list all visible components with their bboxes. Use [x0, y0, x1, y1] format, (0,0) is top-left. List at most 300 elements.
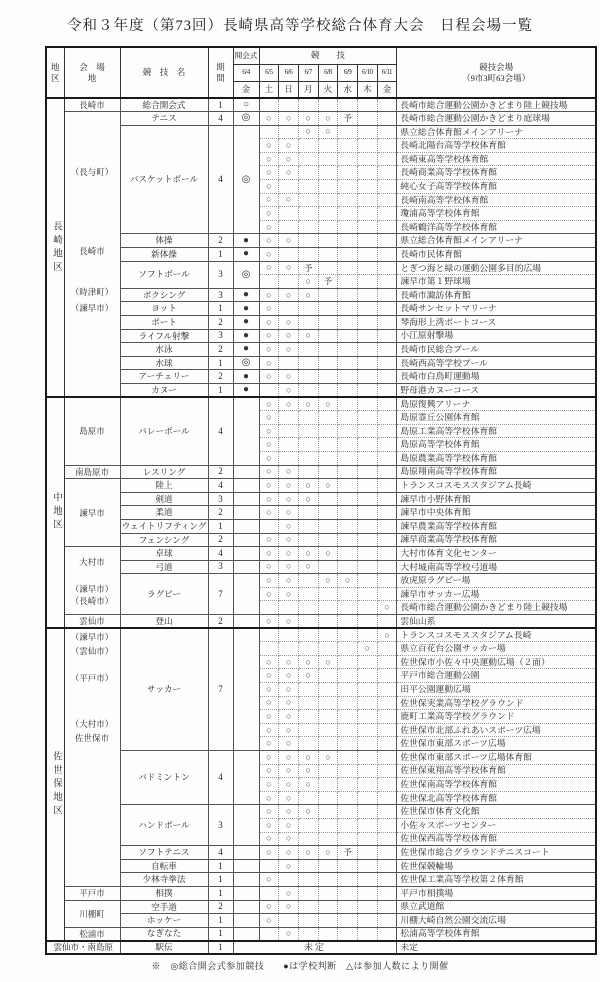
day-mark-cell: [338, 492, 358, 506]
venue-cell: 大村城南高等学校弓道場: [397, 560, 596, 574]
period-cell: 4: [208, 397, 233, 465]
city-label: 佐世保市: [74, 733, 109, 744]
day-mark-cell: [357, 764, 377, 778]
header-weekday: 金: [377, 81, 397, 98]
day-mark-cell: [298, 248, 318, 262]
venue-cell: 純心女子高等学校体育館: [397, 180, 596, 194]
day-mark-cell: ○: [259, 778, 279, 792]
city-label: （時津町）: [70, 287, 114, 298]
day-mark-cell: [298, 859, 318, 873]
venue-cell: 川棚大崎自然公園交流広場: [397, 914, 596, 928]
day-mark-cell: [318, 207, 338, 221]
day-mark-cell: [279, 302, 299, 316]
day-mark-cell: ○: [298, 275, 318, 289]
day-mark-cell: [318, 139, 338, 153]
day-mark-cell: [377, 438, 397, 452]
day-mark-cell: ○: [279, 166, 299, 180]
day-mark-cell: [318, 927, 338, 941]
day-mark-cell: [318, 383, 338, 397]
day-mark-cell: [338, 234, 358, 248]
day-mark-cell: [318, 193, 338, 207]
event-cell: レスリング: [120, 465, 208, 479]
day-mark-cell: [279, 275, 299, 289]
day-mark-cell: [338, 805, 358, 819]
day-mark-cell: [338, 886, 358, 900]
day-mark-cell: [338, 778, 358, 792]
period-cell: 4: [208, 112, 233, 126]
day-mark-cell: 予: [298, 261, 318, 275]
day-mark-cell: ○: [298, 125, 318, 139]
day-mark-cell: [298, 791, 318, 805]
day-mark-cell: [357, 859, 377, 873]
day-mark-cell: [377, 261, 397, 275]
day-mark-cell: ○: [357, 642, 377, 656]
day-mark-cell: [338, 533, 358, 547]
opening-mark-cell: ◎: [233, 112, 259, 126]
day-mark-cell: [338, 832, 358, 846]
day-mark-cell: [377, 492, 397, 506]
day-mark-cell: ○: [259, 397, 279, 411]
day-mark-cell: ○: [259, 914, 279, 928]
day-mark-cell: [357, 669, 377, 683]
opening-mark-cell: [233, 873, 259, 887]
day-mark-cell: [357, 302, 377, 316]
period-cell: 2: [208, 316, 233, 330]
day-mark-cell: [377, 723, 397, 737]
header-weekday: 日: [279, 81, 299, 98]
day-mark-cell: [377, 547, 397, 561]
day-mark-cell: [377, 859, 397, 873]
period-cell: 7: [208, 574, 233, 615]
day-mark-cell: ○: [259, 180, 279, 194]
day-mark-cell: ○: [318, 397, 338, 411]
day-mark-cell: [377, 683, 397, 697]
schedule-row: [46, 261, 596, 275]
day-mark-cell: [298, 587, 318, 601]
schedule-row: [46, 859, 596, 873]
day-mark-cell: ○: [279, 669, 299, 683]
day-mark-cell: [279, 220, 299, 234]
day-mark-cell: [377, 533, 397, 547]
opening-mark-cell: [233, 506, 259, 520]
opening-mark-cell: ●: [233, 234, 259, 248]
day-mark-cell: [338, 737, 358, 751]
day-mark-cell: [357, 737, 377, 751]
day-mark-cell: ○: [298, 805, 318, 819]
schedule-undecided-cell: 未定: [233, 941, 397, 955]
day-mark-cell: ○: [259, 846, 279, 860]
opening-mark-cell: [233, 533, 259, 547]
day-mark-cell: ○: [259, 547, 279, 561]
venue-cell: 長崎市総合運動公園かきどまり庭球場: [397, 112, 596, 126]
event-cell: 水泳: [120, 343, 208, 357]
day-mark-cell: [338, 669, 358, 683]
day-mark-cell: [259, 859, 279, 873]
venue-cell: 未定: [397, 941, 596, 955]
opening-mark-cell: [233, 519, 259, 533]
day-mark-cell: [279, 424, 299, 438]
schedule-row: [46, 615, 596, 629]
day-mark-cell: [338, 900, 358, 914]
day-mark-cell: [318, 723, 338, 737]
day-mark-cell: [377, 234, 397, 248]
day-mark-cell: [338, 125, 358, 139]
day-mark-cell: [298, 615, 318, 629]
period-cell: 1: [208, 383, 233, 397]
day-mark-cell: [357, 710, 377, 724]
day-mark-cell: [338, 560, 358, 574]
day-mark-cell: [259, 628, 279, 642]
day-mark-cell: [357, 479, 377, 493]
period-cell: 7: [208, 628, 233, 750]
day-mark-cell: [318, 764, 338, 778]
day-mark-cell: [298, 519, 318, 533]
event-cell: 自転車: [120, 859, 208, 873]
day-mark-cell: ○: [279, 465, 299, 479]
day-mark-cell: [357, 696, 377, 710]
day-mark-cell: [338, 710, 358, 724]
opening-mark-cell: [233, 859, 259, 873]
day-mark-cell: [377, 125, 397, 139]
day-mark-cell: [377, 248, 397, 262]
day-mark-cell: [377, 166, 397, 180]
day-mark-cell: [357, 791, 377, 805]
header-city: 会 場 地: [64, 47, 120, 98]
day-mark-cell: [298, 193, 318, 207]
day-mark-cell: [338, 479, 358, 493]
day-mark-cell: [357, 723, 377, 737]
day-mark-cell: [318, 533, 338, 547]
day-mark-cell: ○: [279, 587, 299, 601]
day-mark-cell: ○: [259, 438, 279, 452]
venue-cell: 島原工業高等学校体育館: [397, 424, 596, 438]
day-mark-cell: ○: [318, 574, 338, 588]
city-label: 諫早市: [79, 507, 105, 518]
venue-cell: 佐世保工業高等学校第２体育館: [397, 873, 596, 887]
day-mark-cell: [357, 397, 377, 411]
day-mark-cell: [338, 180, 358, 194]
day-mark-cell: [357, 275, 377, 289]
day-mark-cell: [377, 139, 397, 153]
header-date: 6/8: [318, 64, 338, 81]
venue-cell: 長崎鶴洋高等学校体育館: [397, 220, 596, 234]
day-mark-cell: [357, 329, 377, 343]
day-mark-cell: [318, 220, 338, 234]
day-mark-cell: [357, 751, 377, 765]
day-mark-cell: [298, 234, 318, 248]
day-mark-cell: [338, 519, 358, 533]
header-date: 6/11: [377, 64, 397, 81]
day-mark-cell: ○: [279, 492, 299, 506]
schedule-row: [46, 302, 596, 316]
day-mark-cell: ○: [259, 139, 279, 153]
day-mark-cell: [357, 805, 377, 819]
day-mark-cell: ○: [279, 112, 299, 126]
day-mark-cell: ○: [279, 886, 299, 900]
opening-mark-cell: ●: [233, 343, 259, 357]
day-mark-cell: [338, 615, 358, 629]
day-mark-cell: [357, 356, 377, 370]
schedule-row: [46, 927, 596, 941]
schedule-row: [46, 125, 596, 139]
day-mark-cell: ○: [279, 574, 299, 588]
day-mark-cell: ○: [259, 615, 279, 629]
schedule-row: [46, 886, 596, 900]
day-mark-cell: [377, 574, 397, 588]
day-mark-cell: [318, 859, 338, 873]
day-mark-cell: [318, 696, 338, 710]
city-cell: [64, 465, 120, 479]
schedule-table: [45, 46, 597, 955]
day-mark-cell: [377, 587, 397, 601]
day-mark-cell: [338, 397, 358, 411]
schedule-row: [46, 479, 596, 493]
day-mark-cell: [298, 710, 318, 724]
day-mark-cell: ○: [259, 492, 279, 506]
day-mark-cell: ○: [259, 465, 279, 479]
schedule-row: [46, 900, 596, 914]
opening-mark-cell: ●: [233, 302, 259, 316]
day-mark-cell: [279, 411, 299, 425]
day-mark-cell: [298, 683, 318, 697]
city-label: 松浦市: [79, 928, 105, 939]
day-mark-cell: ○: [259, 166, 279, 180]
venue-cell: 長崎市民体育館: [397, 248, 596, 262]
opening-mark-cell: [233, 628, 259, 750]
day-mark-cell: ○: [279, 261, 299, 275]
day-mark-cell: [298, 302, 318, 316]
day-mark-cell: [357, 465, 377, 479]
venue-cell: 長崎サンセットマリーナ: [397, 302, 596, 316]
day-mark-cell: [377, 655, 397, 669]
period-cell: 4: [208, 479, 233, 493]
venue-cell: 長崎市民総合プール: [397, 343, 596, 357]
day-mark-cell: [259, 642, 279, 656]
day-mark-cell: [338, 655, 358, 669]
page-title: 令和３年度（第73回）長崎県高等学校総合体育大会 日程会場一覧: [67, 18, 533, 34]
day-mark-cell: ○: [259, 818, 279, 832]
day-mark-cell: ○: [279, 316, 299, 330]
venue-cell: 長崎市諏訪体育館: [397, 288, 596, 302]
header-opening: 開会式: [233, 47, 259, 64]
period-cell: 1: [208, 519, 233, 533]
day-mark-cell: [298, 886, 318, 900]
day-mark-cell: [259, 927, 279, 941]
venue-cell: 県立総合体育館メインアリーナ: [397, 234, 596, 248]
day-mark-cell: ○: [279, 791, 299, 805]
day-mark-cell: ○: [259, 751, 279, 765]
opening-mark-cell: [233, 805, 259, 846]
day-mark-cell: ○: [298, 751, 318, 765]
period-cell: 2: [208, 343, 233, 357]
day-mark-cell: [377, 642, 397, 656]
period-cell: 1: [208, 356, 233, 370]
day-mark-cell: [377, 764, 397, 778]
day-mark-cell: [318, 248, 338, 262]
event-cell: ホッケー: [120, 914, 208, 928]
day-mark-cell: [279, 642, 299, 656]
day-mark-cell: [318, 805, 338, 819]
day-mark-cell: [338, 927, 358, 941]
venue-cell: 島原高等学校体育館: [397, 438, 596, 452]
venue-cell: 瓊浦高等学校体育館: [397, 207, 596, 221]
period-cell: 2: [208, 533, 233, 547]
district-cell: [46, 628, 64, 941]
header-opening-date: 6/4: [233, 64, 259, 81]
header-event: 競 技 名: [120, 47, 208, 98]
day-mark-cell: [357, 139, 377, 153]
day-mark-cell: ○: [259, 261, 279, 275]
day-mark-cell: [377, 316, 397, 330]
day-mark-cell: [318, 465, 338, 479]
day-mark-cell: ○: [279, 343, 299, 357]
day-mark-cell: [298, 574, 318, 588]
day-mark-cell: [377, 519, 397, 533]
day-mark-cell: ○: [279, 139, 299, 153]
schedule-row: [46, 465, 596, 479]
day-mark-cell: ○: [279, 383, 299, 397]
opening-mark-cell: [233, 492, 259, 506]
district-city-cell: 雲仙市・南島原: [46, 941, 120, 955]
day-mark-cell: [298, 152, 318, 166]
city-cell: [64, 615, 120, 629]
period-cell: 2: [208, 615, 233, 629]
day-mark-cell: [318, 424, 338, 438]
day-mark-cell: ○: [298, 764, 318, 778]
venue-cell: 諫早商業高等学校体育館: [397, 533, 596, 547]
day-mark-cell: [279, 180, 299, 194]
venue-cell: 田平公園運動広場: [397, 683, 596, 697]
city-label: （大村市）: [70, 718, 114, 729]
day-mark-cell: ○: [259, 220, 279, 234]
day-mark-cell: ○: [279, 778, 299, 792]
venue-cell: 佐世保南高等学校体育館: [397, 778, 596, 792]
opening-mark-cell: [233, 465, 259, 479]
day-mark-cell: [338, 764, 358, 778]
day-mark-cell: [357, 207, 377, 221]
event-cell: 相撲: [120, 886, 208, 900]
day-mark-cell: [377, 220, 397, 234]
venue-cell: 県立総合体育館メインアリーナ: [397, 125, 596, 139]
day-mark-cell: [357, 683, 377, 697]
day-mark-cell: ○: [377, 601, 397, 615]
header-weekday: 木: [357, 81, 377, 98]
day-mark-cell: ○: [298, 397, 318, 411]
city-cell: [64, 927, 120, 941]
venue-cell: 長崎東高等学校体育館: [397, 152, 596, 166]
day-mark-cell: [357, 234, 377, 248]
schedule-row: [46, 574, 596, 588]
day-mark-cell: [338, 207, 358, 221]
day-mark-cell: [298, 465, 318, 479]
day-mark-cell: [318, 261, 338, 275]
day-mark-cell: ○: [279, 193, 299, 207]
period-cell: 1: [208, 248, 233, 262]
day-mark-cell: [318, 506, 338, 520]
day-mark-cell: ○: [279, 710, 299, 724]
event-cell: ボクシング: [120, 288, 208, 302]
day-mark-cell: ○: [318, 479, 338, 493]
period-cell: 2: [208, 370, 233, 384]
day-mark-cell: [279, 207, 299, 221]
day-mark-cell: [357, 288, 377, 302]
day-mark-cell: [357, 818, 377, 832]
day-mark-cell: [338, 193, 358, 207]
day-mark-cell: [338, 914, 358, 928]
venue-cell: 諫早市第１野球場: [397, 275, 596, 289]
day-mark-cell: [298, 356, 318, 370]
header-weekday: 火: [318, 81, 338, 98]
header-weekday: 水: [338, 81, 358, 98]
day-mark-cell: [259, 601, 279, 615]
day-mark-cell: ○: [279, 560, 299, 574]
day-mark-cell: ○: [259, 193, 279, 207]
schedule-row: [46, 370, 596, 384]
day-mark-cell: [298, 207, 318, 221]
event-cell: なぎなた: [120, 927, 208, 941]
day-mark-cell: [377, 98, 397, 112]
day-mark-cell: [357, 547, 377, 561]
district-cell: [46, 397, 64, 628]
day-mark-cell: ○: [318, 751, 338, 765]
day-mark-cell: [357, 655, 377, 669]
day-mark-cell: [338, 152, 358, 166]
table-header: [46, 47, 596, 98]
day-mark-cell: ○: [259, 655, 279, 669]
venue-cell: 長崎北陽台高等学校体育館: [397, 139, 596, 153]
day-mark-cell: ○: [279, 329, 299, 343]
day-mark-cell: [357, 560, 377, 574]
schedule-row: [46, 519, 596, 533]
legend-note: ※ ◎総合開会式参加競技 ●は学校判断 △は参加人数により開催: [151, 961, 449, 972]
day-mark-cell: [357, 615, 377, 629]
day-mark-cell: [377, 832, 397, 846]
city-label: （雲仙市）: [70, 645, 114, 656]
venue-cell: とぎつ海と緑の運動公園多目的広場: [397, 261, 596, 275]
venue-cell: 島原翔南高等学校体育館: [397, 465, 596, 479]
day-mark-cell: [338, 451, 358, 465]
day-mark-cell: ○: [259, 356, 279, 370]
day-mark-cell: [357, 383, 377, 397]
period-cell: 1: [208, 873, 233, 887]
day-mark-cell: [318, 411, 338, 425]
day-mark-cell: [298, 696, 318, 710]
day-mark-cell: [259, 383, 279, 397]
day-mark-cell: ○: [279, 370, 299, 384]
venue-cell: トランスコスモススタジアム長崎: [397, 628, 596, 642]
event-cell: バドミントン: [120, 751, 208, 805]
venue-cell: 佐世保競輪場: [397, 859, 596, 873]
day-mark-cell: ○: [279, 846, 299, 860]
venue-cell: 佐世保市体育文化館: [397, 805, 596, 819]
day-mark-cell: [338, 316, 358, 330]
city-cell: [64, 547, 120, 615]
period-cell: 1: [208, 941, 233, 955]
day-mark-cell: [357, 370, 377, 384]
day-mark-cell: ○: [259, 207, 279, 221]
day-mark-cell: ○: [279, 764, 299, 778]
day-mark-cell: [338, 859, 358, 873]
city-label: 島原市: [79, 426, 105, 437]
venue-cell: 佐世保東翔高等学校体育館: [397, 764, 596, 778]
day-mark-cell: [279, 125, 299, 139]
opening-mark-cell: [233, 886, 259, 900]
day-mark-cell: [357, 411, 377, 425]
day-mark-cell: [338, 642, 358, 656]
day-mark-cell: ○: [279, 506, 299, 520]
venue-cell: 佐世保市北部ふれあいスポーツ広場: [397, 723, 596, 737]
day-mark-cell: [318, 329, 338, 343]
